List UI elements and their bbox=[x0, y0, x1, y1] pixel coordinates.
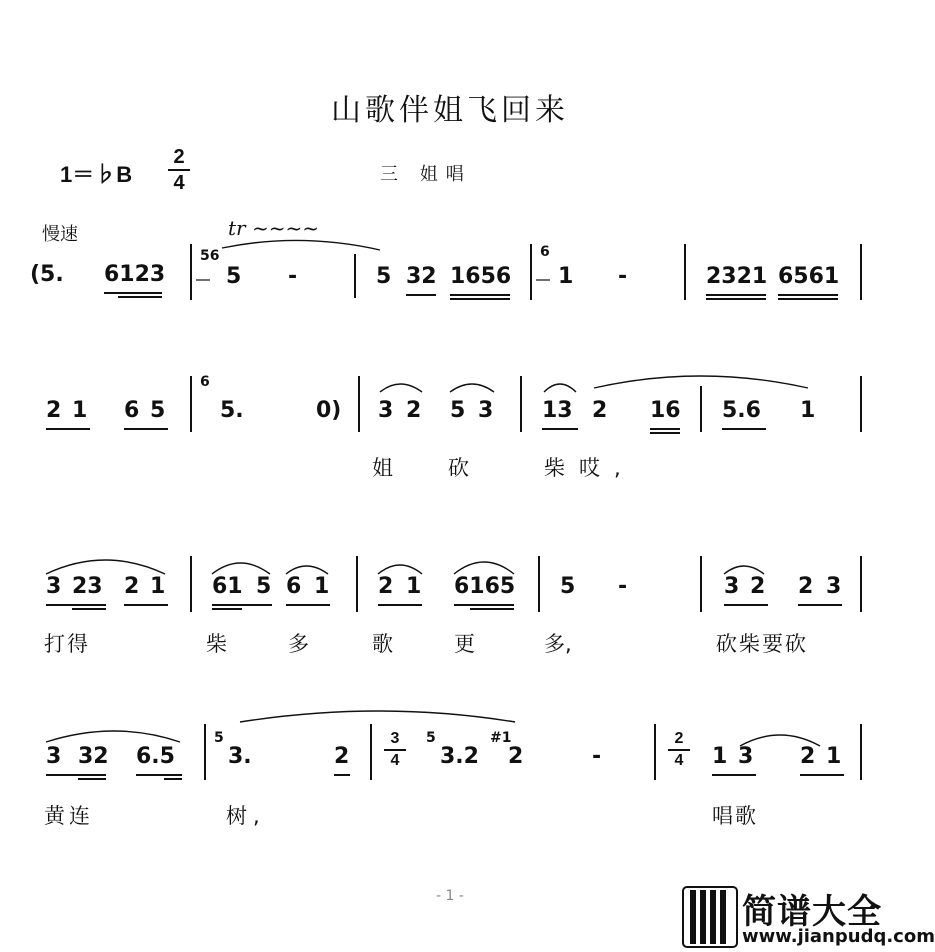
note: 6 bbox=[124, 398, 140, 423]
lyric: 歌 bbox=[372, 632, 393, 656]
beam-line bbox=[724, 604, 768, 606]
note: 2 bbox=[406, 398, 422, 423]
note: 32 bbox=[78, 744, 109, 769]
beam-line bbox=[286, 604, 330, 606]
beam-line bbox=[46, 428, 90, 430]
grace-note: 5 bbox=[214, 730, 224, 746]
beam-line bbox=[212, 604, 272, 606]
note: 1656 bbox=[450, 264, 512, 289]
piano-logo-icon bbox=[682, 886, 738, 948]
beam-line bbox=[778, 298, 838, 300]
song-title: 山歌伴姐飞回来 bbox=[331, 93, 569, 128]
logo-url: www.jianpudq.com bbox=[742, 926, 935, 947]
beam-line bbox=[46, 604, 106, 606]
logo-text: 简谱大全 bbox=[742, 892, 882, 932]
note: 1 bbox=[72, 398, 88, 423]
note: 5. bbox=[220, 398, 244, 423]
beam-line bbox=[406, 294, 436, 296]
note: 2 bbox=[124, 574, 140, 599]
bar-line bbox=[538, 556, 540, 612]
note: 2321 bbox=[706, 264, 768, 289]
note: 2 bbox=[798, 574, 814, 599]
bar-line bbox=[354, 254, 356, 298]
dash: - bbox=[618, 264, 628, 289]
beam-line bbox=[118, 296, 162, 298]
note: 3 bbox=[46, 574, 62, 599]
note: 2 bbox=[46, 398, 62, 423]
note: 3 bbox=[478, 398, 494, 423]
lyric: 柴 bbox=[206, 632, 227, 656]
note: 23 bbox=[72, 574, 103, 599]
note: 1 bbox=[150, 574, 166, 599]
lyric: 打得 bbox=[44, 632, 90, 656]
bar-line bbox=[190, 244, 192, 300]
note: 1 bbox=[800, 398, 816, 423]
beam-line bbox=[454, 604, 514, 606]
note: 5 bbox=[256, 574, 272, 599]
bar-line bbox=[520, 376, 522, 432]
note: 13 bbox=[542, 398, 573, 423]
note: 32 bbox=[406, 264, 437, 289]
time-change-bar bbox=[668, 749, 690, 751]
beam-line bbox=[800, 774, 844, 776]
beam-line bbox=[334, 774, 350, 776]
note: 2 bbox=[800, 744, 816, 769]
bar-line bbox=[860, 556, 862, 612]
note: 61 bbox=[212, 574, 243, 599]
bar-line bbox=[700, 556, 702, 612]
note: 1 bbox=[314, 574, 330, 599]
note: 5 bbox=[150, 398, 166, 423]
tempo-marking: 慢速 bbox=[42, 224, 78, 245]
note: 2 bbox=[508, 744, 524, 769]
note: 6123 bbox=[104, 262, 166, 287]
bar-line bbox=[190, 556, 192, 612]
beam-line bbox=[706, 294, 766, 296]
note: (5. bbox=[30, 262, 64, 287]
note: 3 bbox=[724, 574, 740, 599]
time-signature-top: 2 bbox=[173, 146, 185, 168]
bar-line bbox=[860, 724, 862, 780]
note: 3 bbox=[826, 574, 842, 599]
beam-line bbox=[164, 778, 182, 780]
beam-line bbox=[722, 428, 766, 430]
beam-line bbox=[450, 298, 510, 300]
note: 6 bbox=[286, 574, 302, 599]
note: 16 bbox=[650, 398, 681, 423]
bar-line bbox=[356, 556, 358, 612]
lyric: 柴哎, bbox=[544, 456, 635, 480]
beam-line bbox=[778, 294, 838, 296]
lyric: 砍 bbox=[448, 456, 469, 480]
note: 1 bbox=[406, 574, 422, 599]
lyric: 唱歌 bbox=[712, 804, 758, 828]
note: 2 bbox=[592, 398, 608, 423]
bar-line bbox=[654, 724, 656, 780]
note: 3.2 bbox=[440, 744, 479, 769]
key-signature: 1＝♭B bbox=[60, 162, 133, 187]
note: 6561 bbox=[778, 264, 840, 289]
lyric: 砍柴要砍 bbox=[716, 632, 808, 656]
note: 2 bbox=[334, 744, 350, 769]
beam-line bbox=[650, 432, 680, 434]
note: 1 bbox=[826, 744, 842, 769]
note: 5 bbox=[226, 264, 242, 289]
bar-line bbox=[190, 376, 192, 432]
page-number: - 1 - bbox=[436, 888, 464, 904]
note: 5 bbox=[376, 264, 392, 289]
dash: - bbox=[592, 744, 602, 769]
grace-note: 56 bbox=[200, 248, 220, 264]
lyric: 树, bbox=[226, 804, 266, 828]
beam-line bbox=[470, 608, 514, 610]
note: 5.6 bbox=[722, 398, 761, 423]
time-change bbox=[668, 730, 690, 770]
beam-line bbox=[798, 604, 842, 606]
time-signature-bottom: 4 bbox=[173, 172, 185, 194]
lyric: 多 bbox=[288, 632, 309, 656]
beam-line bbox=[72, 608, 106, 610]
time-change-bar bbox=[384, 749, 406, 751]
grace-note: 6 bbox=[200, 374, 210, 390]
note: 3 bbox=[46, 744, 62, 769]
lyric: 黄连 bbox=[44, 804, 94, 828]
dash: - bbox=[618, 574, 628, 599]
bar-line bbox=[204, 724, 206, 780]
beam-line bbox=[450, 294, 510, 296]
bar-line bbox=[358, 376, 360, 432]
beam-line bbox=[124, 604, 168, 606]
time-change-top: 2 bbox=[674, 730, 684, 747]
time-change-bottom: 4 bbox=[390, 752, 400, 769]
lyric: 更 bbox=[454, 632, 475, 656]
trill-marking: tr ~~~~ bbox=[228, 216, 319, 240]
beam-line bbox=[104, 292, 162, 294]
note: 1 bbox=[712, 744, 728, 769]
note: 1 bbox=[558, 264, 574, 289]
beam-line bbox=[712, 774, 756, 776]
note: 2 bbox=[378, 574, 394, 599]
bar-line bbox=[530, 244, 532, 300]
bar-line bbox=[700, 386, 702, 432]
dash: - bbox=[288, 264, 298, 289]
bar-line bbox=[860, 244, 862, 300]
grace-note: #1 bbox=[490, 730, 512, 746]
note: 3 bbox=[378, 398, 394, 423]
note: 3. bbox=[228, 744, 252, 769]
beam-line bbox=[378, 604, 422, 606]
time-change-bottom: 4 bbox=[674, 752, 684, 769]
beam-line bbox=[78, 778, 106, 780]
bar-line bbox=[370, 724, 372, 780]
singer-label: 三 姐唱 bbox=[380, 164, 472, 185]
lyric: 多, bbox=[544, 632, 572, 656]
beam-line bbox=[650, 428, 680, 430]
bar-line bbox=[860, 376, 862, 432]
beam-line bbox=[212, 608, 242, 610]
note: 6.5 bbox=[136, 744, 175, 769]
time-change bbox=[384, 730, 406, 770]
beam-line bbox=[706, 298, 766, 300]
lyric: 姐 bbox=[372, 456, 393, 480]
note: 3 bbox=[738, 744, 754, 769]
beam-line bbox=[136, 774, 182, 776]
grace-note: 5 bbox=[426, 730, 436, 746]
time-change-top: 3 bbox=[390, 730, 400, 747]
beam-line bbox=[124, 428, 168, 430]
grace-note: 6 bbox=[540, 244, 550, 260]
note: 2 bbox=[750, 574, 766, 599]
beam-line bbox=[46, 774, 106, 776]
bar-line bbox=[684, 244, 686, 300]
beam-line bbox=[542, 428, 578, 430]
note: 5 bbox=[560, 574, 576, 599]
note: 0) bbox=[316, 398, 342, 423]
note: 5 bbox=[450, 398, 466, 423]
note: 6165 bbox=[454, 574, 516, 599]
